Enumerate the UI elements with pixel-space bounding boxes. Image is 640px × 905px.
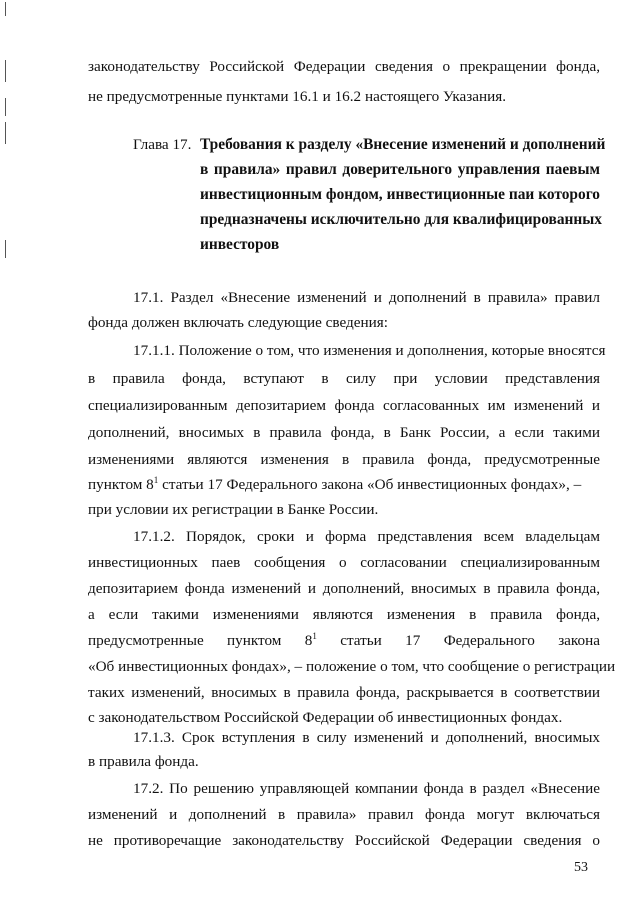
text-line: 17.2. По решению управляющей компании фонда в раздел «Внесение: [133, 780, 600, 797]
text-fragment: пунктом 8: [88, 476, 154, 493]
chapter-title-line: инвестиционным фондом, инвестиционные паи которого: [200, 186, 600, 203]
scan-mark: [5, 98, 6, 116]
text-line: в правила фонда, вступают в силу при условии представления: [88, 370, 600, 387]
text-line: специализированным депозитарием фонда согласованных им изменений и: [88, 397, 600, 414]
text-line: в правила фонда.: [88, 753, 199, 770]
chapter-title-line: Требования к разделу «Внесение изменений и дополнений: [200, 136, 606, 153]
text-line: таких изменений, вносимых в правила фонда, раскрывается в соответствии: [88, 684, 600, 701]
text-line: изменениями являются изменения в правила фонда, предусмотренные: [88, 451, 600, 468]
text-fragment: $8^1$: [304, 630, 317, 649]
text-line: 17.1.3. Срок вступления в силу изменений и дополнений, вносимых: [133, 729, 600, 746]
superscript: 1: [153, 474, 159, 485]
text-line: с законодательством Российской Федерации об инвестиционных фондах.: [88, 709, 563, 726]
text-line: депозитарием фонда изменений и дополнений, вносимых в правила фонда,: [88, 580, 600, 597]
text-line: 17.1.1. Положение о том, что изменения и дополнения, которые вносятся: [133, 342, 606, 359]
text-fragment: статьи 17 Федерального закона «Об инвестиционных фондах», –: [158, 476, 582, 493]
chapter-title-line: в правила» правил доверительного управления паевым: [200, 161, 600, 178]
text-line: инвестиционных паев сообщения о согласовании специализированным: [88, 554, 600, 571]
text-fragment: закона: [558, 632, 600, 649]
text-line: не предусмотренные пунктами 16.1 и 16.2 настоящего Указания.: [88, 88, 507, 105]
chapter-title-line: предназначены исключительно для квалифицированных: [200, 211, 602, 228]
text-line: законодательству Российской Федерации сведения о прекращении фонда,: [88, 58, 600, 75]
text-line: изменений и дополнений в правила» правил фонда могут включаться: [88, 806, 600, 823]
text-fragment: 17: [405, 632, 421, 649]
text-fragment: пунктом: [227, 632, 282, 649]
scan-mark: [5, 122, 6, 144]
text-fragment: статьи: [340, 632, 382, 649]
scan-mark: [5, 60, 6, 82]
text-fragment: Федерального: [443, 632, 535, 649]
text-line: фонда должен включать следующие сведения:: [88, 314, 388, 331]
scan-mark: [5, 240, 6, 258]
text-line: дополнений, вносимых в правила фонда, в Банк России, а если такими: [88, 424, 600, 441]
chapter-title-line: инвесторов: [200, 236, 280, 253]
text-line: не противоречащие законодательству Российской Федерации сведения о: [88, 832, 600, 849]
text-line: [88, 632, 600, 650]
scan-mark: [5, 2, 6, 16]
text-fragment: предусмотренные: [88, 632, 204, 649]
chapter-label: Глава 17.: [133, 136, 192, 153]
page-number: 53: [574, 860, 588, 875]
text-line: а если такими изменениями являются изменения в правила фонда,: [88, 606, 600, 623]
text-line: 17.1.2. Порядок, сроки и форма представления всем владельцам: [133, 528, 600, 545]
text-line: «Об инвестиционных фондах», – положение о том, что сообщение о регистрации: [88, 658, 616, 675]
text-line: [88, 476, 600, 494]
text-line: при условии их регистрации в Банке России.: [88, 501, 379, 518]
text-line: 17.1. Раздел «Внесение изменений и дополнений в правила» правил: [133, 289, 600, 306]
